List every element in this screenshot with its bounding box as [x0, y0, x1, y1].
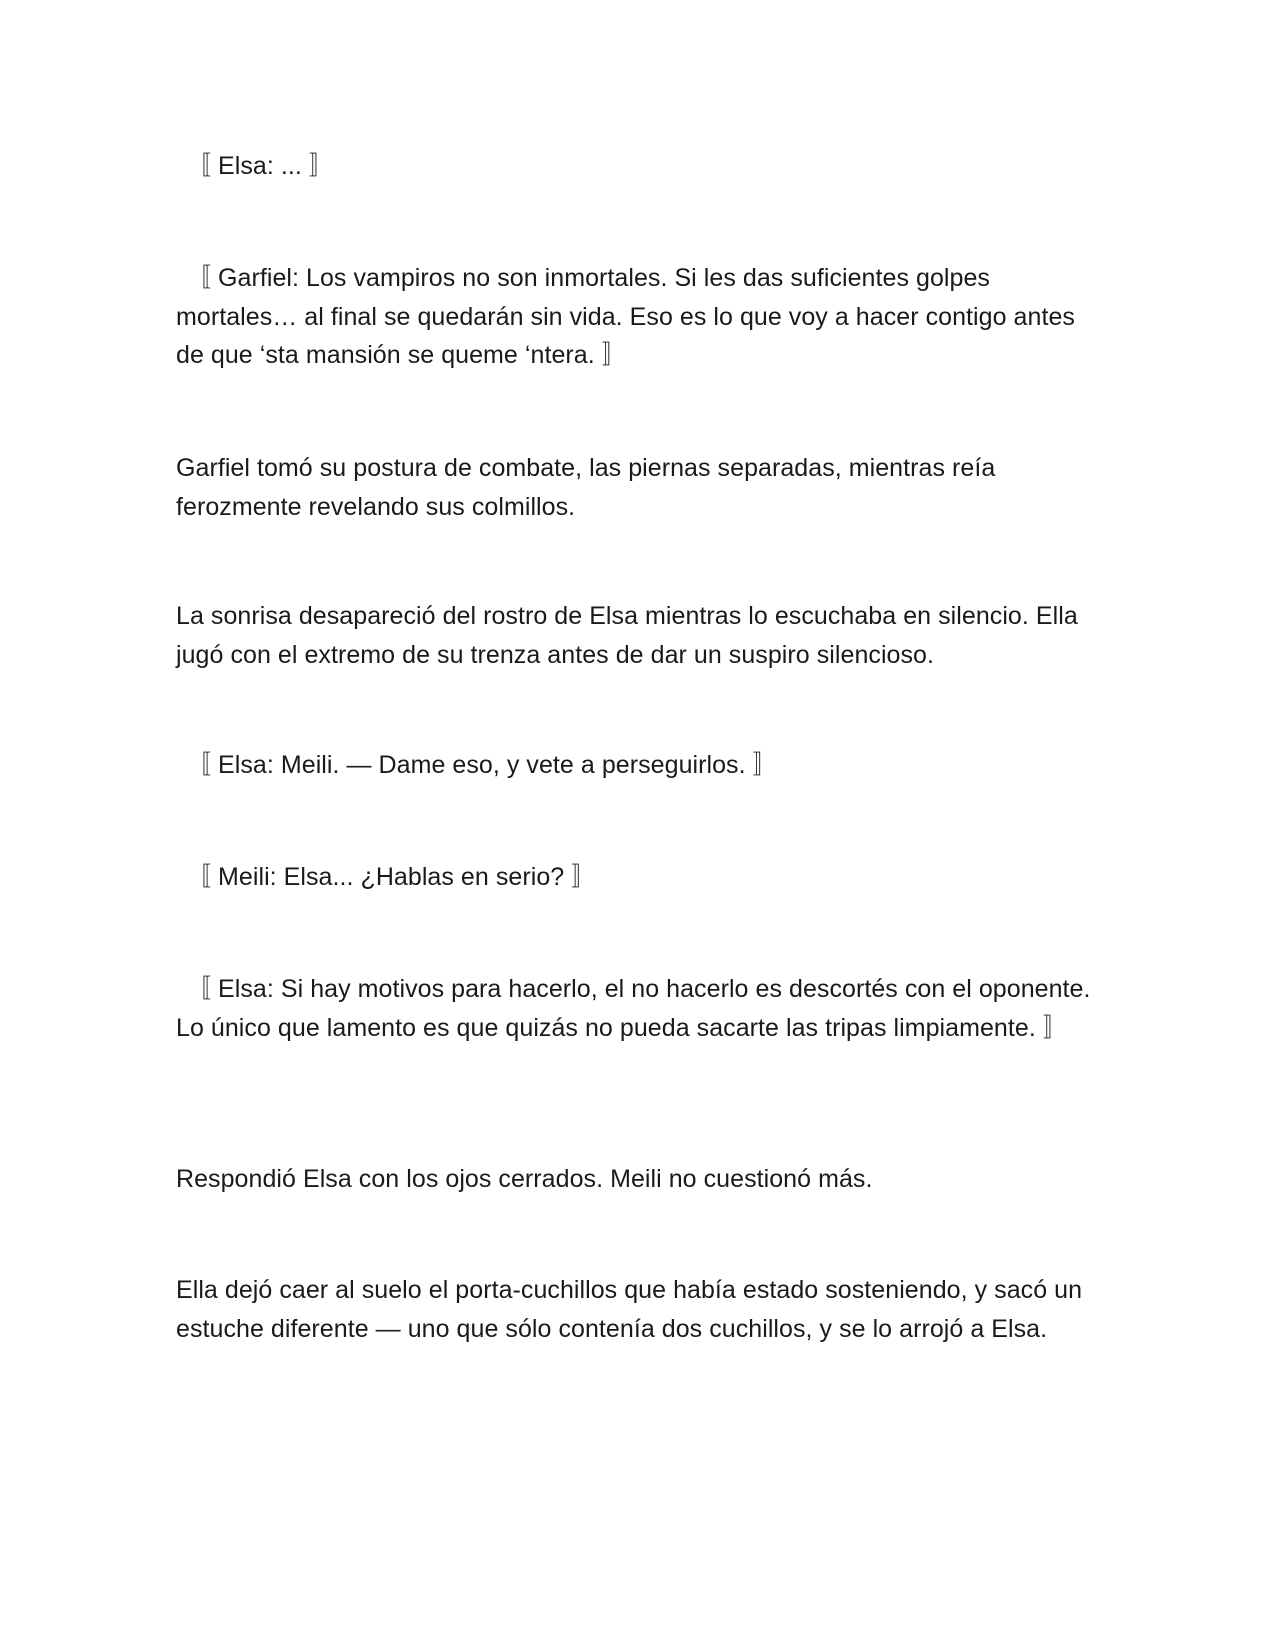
dialogue-elsa-reason: 〚 Elsa: Si hay motivos para hacerlo, el no hacerlo es descortés con el oponente. Lo único que lamento es que quizás no pueda sacarte las tripas limpiamente. 〛 [176, 975, 1091, 1042]
dialogue-garfiel-vampires: 〚 Garfiel: Los vampiros no son inmortales. Si les das suficientes golpes mortales… al final se quedarán sin vida. Eso es lo que voy a hacer contigo antes de que ‘sta mansión se queme ‘ntera. 〛 [176, 264, 1075, 369]
dialogue-elsa-meili: 〚 Elsa: Meili. — Dame eso, y vete a perseguirlos. 〛 [186, 751, 778, 779]
dialogue-elsa-silence: 〚 Elsa: ... 〛 [186, 152, 334, 180]
dialogue-meili-question: 〚 Meili: Elsa... ¿Hablas en serio? 〛 [186, 863, 597, 891]
narration-garfiel-stance: Garfiel tomó su postura de combate, las piernas separadas, mientras reía ferozmente revelando sus colmillos. [176, 454, 996, 521]
narration-knife-case: Ella dejó caer al suelo el porta-cuchillos que había estado sosteniendo, y sacó un estuche diferente — uno que sólo contenía dos cuchillos, y se lo arrojó a Elsa. [176, 1276, 1083, 1343]
narration-elsa-smile: La sonrisa desapareció del rostro de Elsa mientras lo escuchaba en silencio. Ella jugó con el extremo de su trenza antes de dar un suspiro silencioso. [176, 602, 1078, 669]
narration-elsa-response: Respondió Elsa con los ojos cerrados. Meili no cuestionó más. [176, 1165, 873, 1193]
